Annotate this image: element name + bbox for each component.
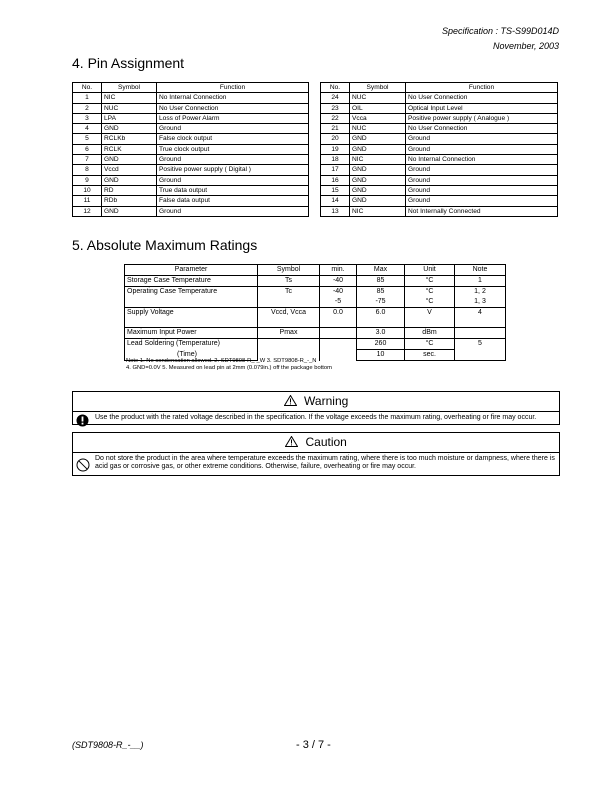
min-2: -5 [334, 298, 342, 305]
pin-number: 15 [321, 185, 350, 195]
note-line-2: 4. GND=0.0V 5. Measured on lead pin at 2mm (0.079in.) off the package bottom [126, 365, 332, 371]
pin-symbol: LPA [102, 113, 157, 123]
pin-function: Ground [406, 134, 558, 144]
pin-function: Ground [406, 175, 558, 185]
max-2: -75 [375, 298, 386, 305]
pin-symbol: GND [350, 165, 406, 175]
col-parameter: Parameter [125, 265, 258, 276]
min [320, 328, 357, 339]
warning-title: Warning [304, 394, 349, 408]
warning-box [72, 391, 560, 425]
param: Operating Case Temperature [125, 287, 258, 308]
pin-function: False clock output [157, 134, 309, 144]
pin-number: 13 [321, 206, 350, 216]
pin-row [73, 206, 309, 216]
pin-number: 7 [73, 155, 102, 165]
warning-body [73, 412, 559, 424]
caution-text: Do not store the product in the area where temperature exceeds the maximum rating, where there is too much moisture or dampness, where there is acid gas or corrosive gas, or other extreme conditions. Otherwise, failure, overheating or fire may occur. [95, 455, 555, 470]
pin-row [321, 93, 558, 103]
pin-number: 16 [321, 175, 350, 185]
unit-1: °C [425, 288, 434, 295]
pin-symbol: GND [350, 196, 406, 206]
col-no: No. [73, 83, 102, 93]
row-soldering-temp [125, 339, 506, 350]
pin-symbol: GND [102, 124, 157, 134]
pin-symbol: Vcca [350, 113, 406, 123]
param: Supply Voltage [125, 308, 258, 328]
min: -40 [320, 276, 357, 287]
unit-2: °C [425, 298, 434, 305]
pin-function: No Internal Connection [406, 155, 558, 165]
min: 0.0 [320, 308, 357, 328]
pin-symbol: NIC [350, 155, 406, 165]
max [357, 287, 405, 308]
pin-number: 6 [73, 144, 102, 154]
pin-symbol: GND [102, 206, 157, 216]
note-2: 1, 3 [474, 298, 486, 305]
col-symbol: Symbol [102, 83, 157, 93]
pin-number: 12 [73, 206, 102, 216]
pin-number: 20 [321, 134, 350, 144]
col-max: Max [357, 265, 405, 276]
pin-row [321, 165, 558, 175]
pin-symbol: NIC [102, 93, 157, 103]
min [320, 287, 357, 308]
param: Storage Case Temperature [125, 276, 258, 287]
caution-body [73, 453, 559, 475]
pin-function: True data output [157, 185, 309, 195]
caution-box [72, 432, 560, 476]
footer-part-number: (SDT9808-R_-__) [72, 740, 144, 750]
pin-number: 24 [321, 93, 350, 103]
pin-function: No User Connection [157, 103, 309, 113]
warning-triangle-icon [284, 394, 300, 408]
unit: °C [405, 276, 455, 287]
row-operating [125, 287, 506, 308]
unit: dBm [405, 328, 455, 339]
warning-header [73, 392, 559, 412]
max: 260 [357, 339, 405, 350]
spec-date: November, 2003 [492, 41, 559, 51]
pin-function: Positive power supply ( Digital ) [157, 165, 309, 175]
pin-number: 1 [73, 93, 102, 103]
pin-row [73, 103, 309, 113]
pin-symbol: RDb [102, 196, 157, 206]
page-number: - 3 / 7 - [296, 739, 331, 751]
note: 1 [455, 276, 506, 287]
pin-symbol: GND [350, 134, 406, 144]
pin-symbol: NUC [102, 103, 157, 113]
max: 10 [357, 350, 405, 361]
pin-row [73, 165, 309, 175]
pin-function: Ground [406, 196, 558, 206]
pin-function: Positive power supply ( Analogue ) [406, 113, 558, 123]
pin-row [321, 185, 558, 195]
exclamation-icon [76, 414, 89, 430]
note-line-1: Note 1. No condensation allowed. 2. SDT9808-R_-_W 3. SDT9808-R_-_N [126, 358, 317, 364]
pin-function: Ground [406, 165, 558, 175]
pin-symbol: GND [102, 155, 157, 165]
pin-function: Ground [157, 155, 309, 165]
pin-number: 3 [73, 113, 102, 123]
pin-row [73, 185, 309, 195]
pin-row [73, 175, 309, 185]
pin-number: 18 [321, 155, 350, 165]
row-input-power [125, 328, 506, 339]
pin-row [321, 103, 558, 113]
col-symbol: Symbol [350, 83, 406, 93]
col-function: Function [406, 83, 558, 93]
pin-number: 5 [73, 134, 102, 144]
pin-symbol: NIC [350, 206, 406, 216]
pin-assignment-title: 4. Pin Assignment [72, 55, 185, 71]
pin-table-left [72, 82, 309, 217]
pin-right-body [321, 93, 558, 217]
pin-row [321, 113, 558, 123]
row-supply [125, 308, 506, 328]
pin-function: Ground [406, 144, 558, 154]
pin-symbol: RCLKb [102, 134, 157, 144]
min-1: -40 [332, 288, 344, 295]
pin-number: 2 [73, 103, 102, 113]
symbol: Pmax [258, 328, 320, 339]
col-note: Note [455, 265, 506, 276]
pin-row [73, 196, 309, 206]
pin-left-body [73, 93, 309, 217]
pin-function: False data output [157, 196, 309, 206]
pin-number: 17 [321, 165, 350, 175]
prohibition-icon [76, 458, 90, 475]
pin-number: 9 [73, 175, 102, 185]
pin-number: 19 [321, 144, 350, 154]
pin-function: No Internal Connection [157, 93, 309, 103]
pin-row [73, 93, 309, 103]
pin-symbol: GND [350, 175, 406, 185]
pin-function: Ground [157, 175, 309, 185]
symbol: Tc [258, 287, 320, 308]
max: 85 [357, 276, 405, 287]
warning-text: Use the product with the rated voltage described in the specification. If the voltage exceeds the maximum rating, overheating or fire may occur. [95, 414, 537, 421]
max-1: 85 [376, 288, 385, 295]
pin-symbol: NUC [350, 93, 406, 103]
pin-row [73, 144, 309, 154]
pin-function: No User Connection [406, 93, 558, 103]
ratings-table [124, 264, 506, 361]
pin-symbol: GND [102, 175, 157, 185]
pin-number: 21 [321, 124, 350, 134]
pin-function: Not Internally Connected [406, 206, 558, 216]
pin-number: 8 [73, 165, 102, 175]
spec-header [442, 24, 559, 54]
row-storage [125, 276, 506, 287]
pin-number: 11 [73, 196, 102, 206]
note [455, 328, 506, 339]
pin-row [321, 124, 558, 134]
pin-function: Ground [157, 124, 309, 134]
pin-function: Loss of Power Alarm [157, 113, 309, 123]
unit: °C [405, 339, 455, 350]
pin-number: 22 [321, 113, 350, 123]
pin-row [321, 196, 558, 206]
pin-symbol: NUC [350, 124, 406, 134]
unit [405, 287, 455, 308]
caution-triangle-icon [285, 435, 301, 449]
pin-row [73, 113, 309, 123]
pin-table-right [320, 82, 558, 217]
pin-number: 10 [73, 185, 102, 195]
param: (Time) [125, 350, 258, 361]
pin-symbol: OIL [350, 103, 406, 113]
pin-function: Ground [157, 206, 309, 216]
ratings-notes [126, 358, 332, 372]
pin-row [321, 175, 558, 185]
pin-symbol: GND [350, 185, 406, 195]
col-unit: Unit [405, 265, 455, 276]
note [455, 287, 506, 308]
pin-symbol: RCLK [102, 144, 157, 154]
pin-symbol: RD [102, 185, 157, 195]
symbol: Vccd, Vcca [258, 308, 320, 328]
unit: V [405, 308, 455, 328]
note: 4 [455, 308, 506, 328]
pin-row [321, 144, 558, 154]
pin-row [321, 206, 558, 216]
note: 5 [455, 339, 506, 361]
param: Lead Soldering (Temperature) [125, 339, 258, 350]
caution-title: Caution [305, 435, 347, 449]
pin-function: Optical Input Level [406, 103, 558, 113]
unit: sec. [405, 350, 455, 361]
col-min: min. [320, 265, 357, 276]
max: 6.0 [357, 308, 405, 328]
symbol: Ts [258, 276, 320, 287]
pin-number: 4 [73, 124, 102, 134]
col-no: No. [321, 83, 350, 93]
pin-function: No User Connection [406, 124, 558, 134]
param: Maximum Input Power [125, 328, 258, 339]
pin-row [73, 155, 309, 165]
ratings-title: 5. Absolute Maximum Ratings [72, 237, 258, 253]
col-function: Function [157, 83, 309, 93]
pin-number: 14 [321, 196, 350, 206]
pin-row [321, 155, 558, 165]
note-1: 1, 2 [474, 288, 486, 295]
pin-row [73, 124, 309, 134]
pin-row [73, 134, 309, 144]
pin-function: True clock output [157, 144, 309, 154]
pin-number: 23 [321, 103, 350, 113]
pin-function: Ground [406, 185, 558, 195]
spec-number: Specification : TS-S99D014D [441, 26, 559, 36]
col-symbol: Symbol [258, 265, 320, 276]
max: 3.0 [357, 328, 405, 339]
pin-symbol: GND [350, 144, 406, 154]
caution-header [73, 433, 559, 453]
pin-symbol: Vccd [102, 165, 157, 175]
pin-row [321, 134, 558, 144]
